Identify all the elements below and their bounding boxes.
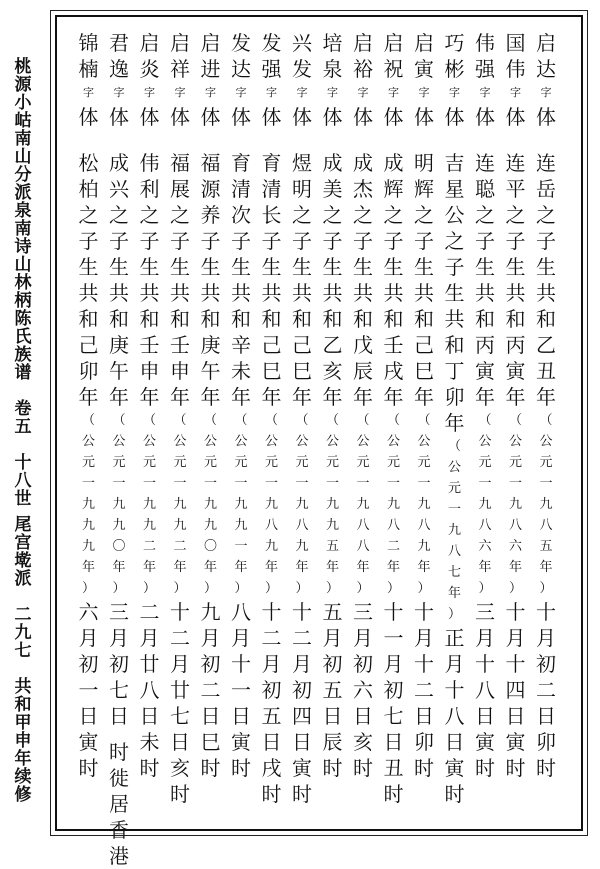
gregorian-year: （ 公 元 一 九 八 二 年 ）: [386, 413, 400, 596]
birth-date-time: 六 月 初 一 日 寅 时: [78, 600, 99, 780]
entry-column: [380, 30, 408, 807]
person-name: 启 寅: [414, 31, 434, 81]
entry-column: [410, 30, 438, 781]
person-name: 兴 发: [292, 31, 312, 81]
style-name-label: 字 体: [475, 86, 495, 129]
entry-column: [197, 30, 225, 781]
person-name: 君 逸: [109, 31, 129, 81]
birth-description: 伟 利 之 子 生 共 和 壬 申 年: [139, 151, 160, 409]
gregorian-year: （ 公 元 一 九 八 八 年 ）: [356, 413, 370, 596]
style-name-label: 字 体: [231, 86, 251, 129]
birth-date-time: 八 月 十 一 日 寅 时: [231, 600, 251, 780]
birth-description: 松 柏 之 子 生 共 和 己 卯 年: [78, 151, 99, 409]
birth-description: 福 展 之 子 生 共 和 壬 申 年: [170, 151, 190, 409]
entry-column: [75, 30, 103, 781]
style-name-label: 字 体: [444, 86, 465, 129]
style-name-label: 字 体: [383, 86, 404, 129]
person-name: 培 泉: [322, 31, 343, 81]
style-name-label: 字 体: [139, 86, 160, 129]
gregorian-year: （ 公 元 一 九 九 二 年 ）: [142, 413, 156, 596]
person-name: 发 强: [261, 31, 282, 81]
birth-description: 成 杰 之 子 生 共 和 戊 辰 年: [353, 151, 373, 409]
entry-column: [502, 30, 530, 781]
gregorian-year: （ 公 元 一 九 九 五 年 ）: [325, 413, 339, 596]
birth-description: 煜 明 之 子 生 共 和 己 巳 年: [292, 151, 312, 409]
style-name-label: 字 体: [536, 86, 556, 129]
birth-date-time: 十 二 月 初 四 日 寅 时: [292, 600, 312, 806]
gregorian-year: （ 公 元 一 九 八 六 年 ）: [508, 413, 522, 596]
birth-date-time: 正 月 十 八 日 寅 时: [444, 626, 465, 806]
style-name-label: 字 体: [109, 86, 129, 129]
style-name-label: 字 体: [261, 86, 282, 129]
birth-date-time: 十 月 十 二 日 卯 时: [414, 600, 434, 780]
birth-description: 育 清 次 子 生 共 和 辛 未 年: [231, 151, 251, 409]
page-number: 二 九 七: [14, 605, 32, 661]
birth-date-time: 十 月 初 二 日 卯 时: [536, 600, 556, 780]
birth-description: 成 美 之 子 生 共 和 乙 亥 年: [322, 151, 343, 409]
person-name: 国 伟: [505, 31, 526, 81]
person-name: 锦 楠: [78, 31, 99, 81]
person-name: 启 祥: [170, 31, 190, 81]
style-name-label: 字 体: [170, 86, 190, 129]
margin-column: [10, 58, 36, 804]
birth-date-time: 三 月 初 六 日 亥 时: [353, 600, 373, 780]
birth-description: 育 清 长 子 生 共 和 己 巳 年: [261, 151, 282, 409]
person-name: 发 达: [231, 31, 251, 81]
entry-column: [349, 30, 377, 781]
gregorian-year: （ 公 元 一 九 八 九 年 ）: [295, 413, 309, 596]
residence-note: 时 徙 居 香 港: [109, 740, 129, 868]
gregorian-year: （ 公 元 一 九 九 〇 年 ）: [112, 413, 126, 596]
style-name-label: 字 体: [353, 86, 373, 129]
birth-description: 吉 星 公 之 子 生 共 和 丁 卯 年: [444, 151, 465, 435]
birth-date-time: 九 月 初 二 日 巳 时: [200, 600, 221, 780]
generation-label: 十 八 世: [14, 453, 32, 509]
birth-description: 成 辉 之 子 生 共 和 壬 戌 年: [383, 151, 404, 409]
volume-label: 卷 五: [14, 399, 32, 437]
birth-date-time: 十 月 十 四 日 寅 时: [505, 600, 526, 780]
birth-date-time: 三 月 初 七 日: [109, 600, 129, 728]
person-name: 启 炎: [139, 31, 160, 81]
birth-date-time: 五 月 初 五 日 辰 时: [322, 600, 343, 780]
entry-column: [288, 30, 316, 807]
birth-description: 福 源 养 子 生 共 和 庚 午 年: [200, 151, 221, 409]
entry-column: [319, 30, 347, 781]
style-name-label: 字 体: [322, 86, 343, 129]
person-name: 启 祝: [383, 31, 404, 81]
entry-column: [136, 30, 164, 781]
entry-column: [105, 30, 133, 869]
birth-description: 连 聪 之 子 生 共 和 丙 寅 年: [475, 151, 495, 409]
gregorian-year: （ 公 元 一 九 九 二 年 ）: [173, 413, 187, 596]
entry-column: [166, 30, 194, 807]
birth-date-time: 十 二 月 廿 七 日 亥 时: [170, 600, 190, 806]
birth-description: 明 辉 之 子 生 共 和 己 巳 年: [414, 151, 434, 409]
birth-date-time: 十 二 月 初 五 日 戌 时: [261, 600, 282, 806]
gregorian-year: （ 公 元 一 九 九 〇 年 ）: [203, 413, 217, 596]
person-name: 启 达: [536, 31, 556, 81]
person-name: 伟 强: [475, 31, 495, 81]
birth-date-time: 三 月 十 八 日 寅 时: [475, 600, 495, 780]
entry-column: [227, 30, 255, 781]
gregorian-year: （ 公 元 一 九 八 五 年 ）: [539, 413, 553, 596]
gregorian-year: （ 公 元 一 九 八 六 年 ）: [478, 413, 492, 596]
style-name-label: 字 体: [200, 86, 221, 129]
gregorian-year: （ 公 元 一 九 九 一 年 ）: [234, 413, 248, 596]
edition-label: 共 和 甲 申 年 续 修: [14, 677, 32, 805]
birth-description: 成 兴 之 子 生 共 和 庚 午 年: [109, 151, 129, 409]
style-name-label: 字 体: [78, 86, 99, 129]
entry-column: [471, 30, 499, 781]
gregorian-year: （ 公 元 一 九 九 九 年 ）: [81, 413, 95, 596]
entry-column: [258, 30, 286, 807]
birth-description: 连 平 之 子 生 共 和 丙 寅 年: [505, 151, 526, 409]
entry-column: [532, 30, 560, 781]
gregorian-year: （ 公 元 一 九 八 九 年 ）: [264, 413, 278, 596]
entry-column: [441, 30, 469, 807]
branch-label: 尾 宫 墘 派: [14, 515, 32, 589]
person-name: 巧 彬: [444, 31, 465, 81]
gregorian-year: （ 公 元 一 九 八 九 年 ）: [417, 413, 431, 596]
style-name-label: 字 体: [292, 86, 312, 129]
person-name: 启 进: [200, 31, 221, 81]
birth-description: 连 岳 之 子 生 共 和 乙 丑 年: [536, 151, 556, 409]
birth-date-time: 二 月 廿 八 日 未 时: [139, 600, 160, 780]
genealogy-title: 桃 源 小 岵 南 山 分 派 泉 南 诗 山 林 柄 陈 氏 族 谱: [14, 57, 32, 383]
person-name: 启 裕: [353, 31, 373, 81]
style-name-label: 字 体: [505, 86, 526, 129]
style-name-label: 字 体: [414, 86, 434, 129]
gregorian-year: （ 公 元 一 九 八 七 年 ）: [447, 439, 461, 622]
birth-date-time: 十 一 月 初 七 日 丑 时: [383, 600, 404, 806]
